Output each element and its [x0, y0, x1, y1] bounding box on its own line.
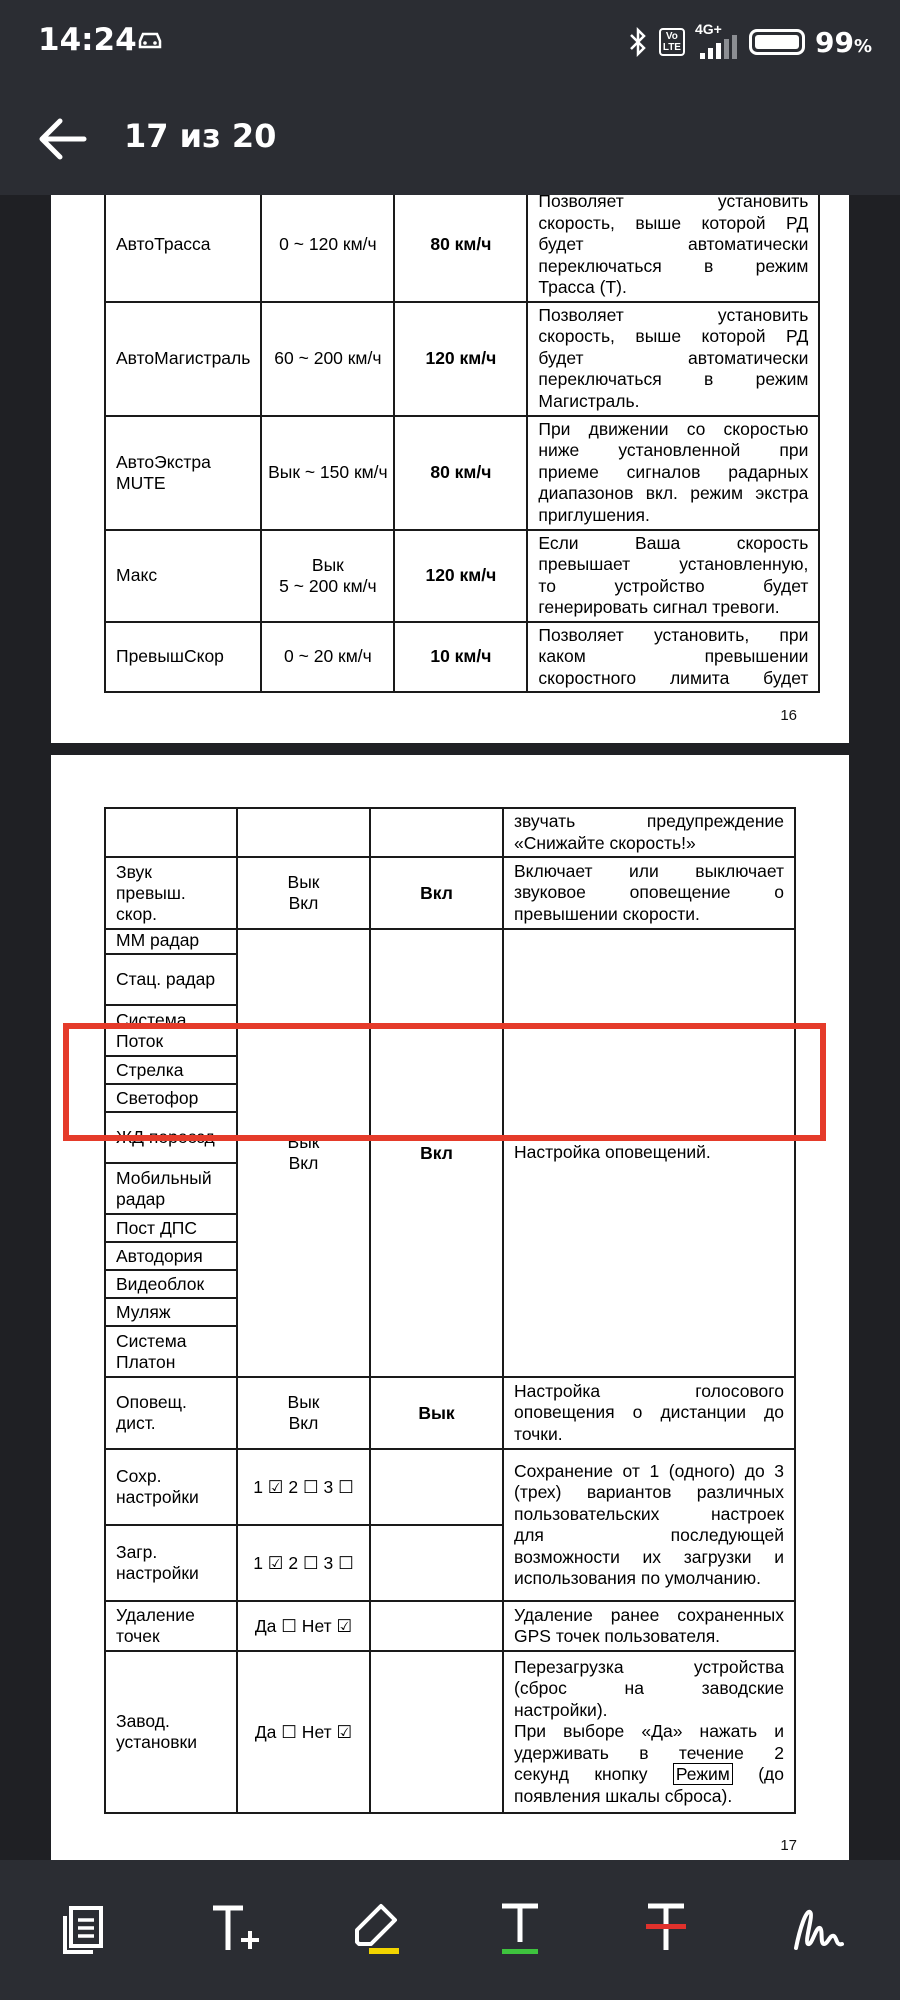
- volte-badge: Vo LTE: [659, 28, 685, 56]
- annotation-toolbar: [0, 1860, 900, 2000]
- app-bar: [0, 85, 900, 195]
- setting-description: Позволяет установить, при каком превышении скоростного лимита будет: [527, 622, 819, 693]
- setting-name: Мобильный радар: [105, 1163, 237, 1214]
- setting-default: Вкл: [370, 857, 503, 929]
- setting-name: Стац. радар: [105, 954, 237, 1005]
- table-row: [105, 1651, 795, 1813]
- setting-name: Видеоблок: [105, 1270, 237, 1298]
- table-row: [105, 1601, 795, 1651]
- document-page-17: [51, 755, 849, 1860]
- mode-button-label: Режим: [673, 1763, 733, 1785]
- table-row: [105, 808, 795, 857]
- setting-range: 1 ☑ 2 ☐ 3 ☐: [237, 1525, 370, 1601]
- setting-name: Удаление точек: [105, 1601, 237, 1651]
- setting-default: 120 км/ч: [394, 302, 527, 416]
- setting-name: АвтоМагистраль: [105, 302, 261, 416]
- setting-description: Сохранение от 1 (одного) до 3 (трех) вариантов различных пользовательских настроек для последующей возможности их загрузки и использования по умолчанию.: [503, 1449, 795, 1601]
- setting-name: Светофор: [105, 1084, 237, 1112]
- setting-name: Завод. установки: [105, 1651, 237, 1813]
- setting-name: Загр. настройки: [105, 1525, 237, 1601]
- setting-name: Пост ДПС: [105, 1214, 237, 1242]
- table-row: [105, 195, 819, 302]
- setting-name: Система Платон: [105, 1326, 237, 1377]
- setting-description: При движении со скоростью ниже установленной при приеме сигналов радарных диапазонов вкл. режим экстра приглушения.: [527, 416, 819, 530]
- setting-description: Позволяет установить скорость, выше которой РД будет автоматически переключаться в режим Трасса (Т).: [527, 195, 819, 302]
- signal-icon: [694, 21, 739, 59]
- setting-name: Макс: [105, 530, 261, 622]
- setting-range: Вык Вкл: [237, 929, 370, 1377]
- table-row: [105, 1377, 795, 1449]
- document-viewer[interactable]: [0, 195, 900, 1860]
- setting-default: 80 км/ч: [394, 195, 527, 302]
- car-icon: [137, 30, 165, 50]
- setting-name: Система Поток: [105, 1005, 237, 1056]
- bluetooth-icon: [627, 26, 649, 58]
- setting-default: 120 км/ч: [394, 530, 527, 622]
- highlighter-icon[interactable]: [345, 1898, 405, 1958]
- setting-description: Настройка оповещений.: [503, 929, 795, 1377]
- setting-default: 80 км/ч: [394, 416, 527, 530]
- strikethrough-text-icon[interactable]: [636, 1898, 696, 1958]
- setting-name: Сохр. настройки: [105, 1449, 237, 1525]
- table-row: [105, 1449, 795, 1525]
- add-text-icon[interactable]: [205, 1898, 265, 1958]
- battery-percent: 99%: [814, 25, 872, 59]
- underline-text-icon[interactable]: [490, 1898, 550, 1958]
- text-selection-icon[interactable]: [57, 1898, 117, 1958]
- setting-range: Вык Вкл: [237, 1377, 370, 1449]
- table-row: [105, 622, 819, 693]
- setting-name: ЖД переезд: [105, 1112, 237, 1163]
- setting-name: Звук превыш. скор.: [105, 857, 237, 929]
- table-row: [105, 302, 819, 416]
- setting-default: Вкл: [370, 929, 503, 1377]
- page-number: 16: [780, 707, 797, 724]
- setting-range: 0 ~ 20 км/ч: [261, 622, 394, 693]
- setting-default: 10 км/ч: [394, 622, 527, 693]
- setting-name: ПревышСкор: [105, 622, 261, 693]
- table-row: [105, 416, 819, 530]
- setting-description: Позволяет установить скорость, выше которой РД будет автоматически переключаться в режим Магистраль.: [527, 302, 819, 416]
- setting-name: ММ радар: [105, 929, 237, 954]
- setting-default: Вык: [370, 1377, 503, 1449]
- settings-table-page-17: [104, 807, 796, 1814]
- setting-name: Стрелка: [105, 1056, 237, 1084]
- status-time: 14:24: [38, 22, 137, 58]
- back-arrow-icon[interactable]: [36, 115, 88, 163]
- setting-range: 1 ☑ 2 ☐ 3 ☐: [237, 1449, 370, 1525]
- setting-name: АвтоЭкстра MUTE: [105, 416, 261, 530]
- table-row: [105, 857, 795, 929]
- battery-icon: [749, 29, 805, 55]
- document-page-16: [51, 195, 849, 743]
- setting-name: Автодория: [105, 1242, 237, 1270]
- setting-name: АвтоТрасса: [105, 195, 261, 302]
- setting-description: Настройка голосового оповещения о дистанции до точки.: [503, 1377, 795, 1449]
- setting-range: 60 ~ 200 км/ч: [261, 302, 394, 416]
- setting-range: Да ☐ Нет ☑: [237, 1601, 370, 1651]
- setting-range: Вык Вкл: [237, 857, 370, 929]
- page-number: 17: [780, 1837, 797, 1854]
- settings-table-page-16: [104, 195, 820, 693]
- setting-range: 0 ~ 120 км/ч: [261, 195, 394, 302]
- setting-description: звучать предупреждение «Снижайте скорость!»: [503, 808, 795, 857]
- table-row: [105, 929, 795, 954]
- signature-icon[interactable]: [786, 1898, 846, 1958]
- status-bar: [0, 0, 900, 85]
- setting-range: Да ☐ Нет ☑: [237, 1651, 370, 1813]
- setting-description: Если Ваша скорость превышает установленную, то устройство будет генерировать сигнал тревоги.: [527, 530, 819, 622]
- setting-description: Перезагрузка устройства (сброс на заводские настройки). При выборе «Да» нажать и удерживать в течение 2 секунд кнопку Режим (до появления шкалы сброса).: [503, 1651, 795, 1813]
- setting-description: Удаление ранее сохраненных GPS точек пользователя.: [503, 1601, 795, 1651]
- setting-range: Вык 5 ~ 200 км/ч: [261, 530, 394, 622]
- setting-description: Включает или выключает звуковое оповещение о превышении скорости.: [503, 857, 795, 929]
- setting-name: Оповещ. дист.: [105, 1377, 237, 1449]
- setting-range: Вык ~ 150 км/ч: [261, 416, 394, 530]
- network-type: 4G+: [694, 21, 722, 37]
- setting-name: Муляж: [105, 1298, 237, 1326]
- table-row: [105, 530, 819, 622]
- page-counter-title: 17 из 20: [124, 117, 277, 155]
